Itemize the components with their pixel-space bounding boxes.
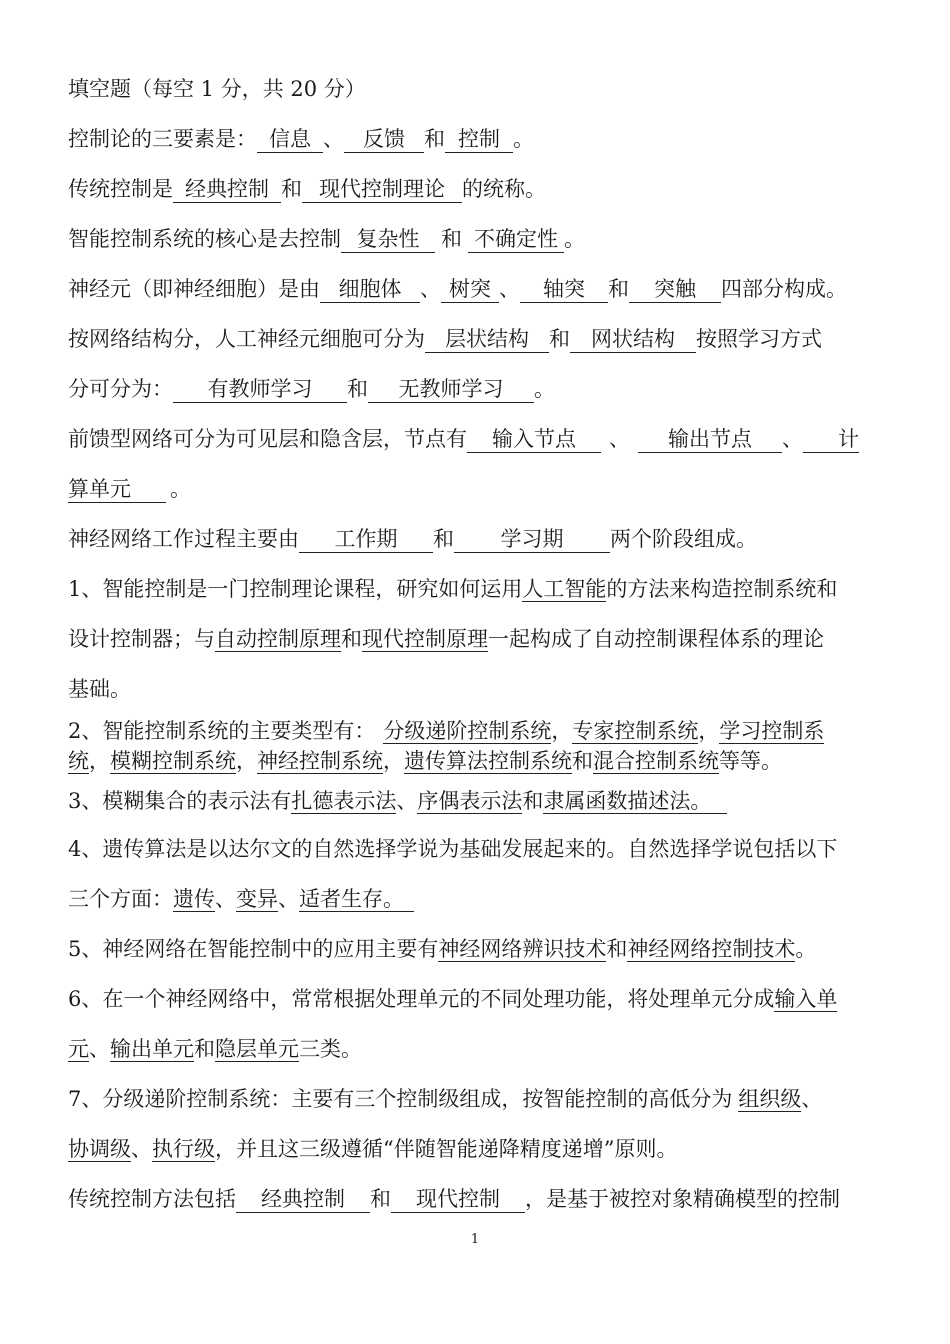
paragraph-6-line-1: 6、在一个神经网络中，常常根据处理单元的不同处理功能，将处理单元分成输入单 [68, 987, 838, 1011]
answer-blank: 信息 [257, 126, 323, 153]
answer-underline: 输出单元 [110, 1037, 194, 1061]
answer-underline: 人工智能 [522, 577, 607, 601]
answer-underline: 隶属函数描述法。 [543, 789, 727, 814]
question-1: 控制论的三要素是： 信息 、 反馈 和 控制 。 [68, 127, 534, 151]
answer-underline: 序偶表示法 [417, 789, 523, 813]
page-number: 1 [470, 1232, 480, 1247]
paragraph-7-line-1: 7、分级递阶控制系统：主要有三个控制级组成，按智能控制的高低分为 组织级、 [68, 1087, 823, 1111]
answer-blank: 经典控制 [173, 176, 281, 203]
answer-blank: 经典控制 [236, 1186, 370, 1213]
question-4: 神经元（即神经细胞）是由 细胞体 、 树突 、 轴突 和 突触 四部分构成。 [68, 277, 847, 301]
answer-blank: 反馈 [344, 126, 424, 153]
answer-blank: 不确定性 [468, 226, 564, 253]
answer-underline: 变异 [236, 887, 278, 911]
question-5-continued: 分可分为： 有教师学习 和 无教师学习 。 [68, 377, 555, 401]
answer-blank: 树突 [441, 276, 499, 303]
answer-underline: 混合控制系统 [593, 749, 719, 773]
answer-underline: 自动控制原理 [215, 627, 341, 651]
answer-underline: 神经网络辨识技术 [438, 937, 607, 961]
answer-blank: 现代控制理论 [302, 176, 462, 203]
paragraph-6-line-2: 元、输出单元和隐层单元三类。 [68, 1037, 362, 1061]
answer-blank: 学习期 [454, 526, 610, 553]
answer-underline: 专家控制系统 [572, 719, 699, 743]
paragraph-2-line-2: 统，模糊控制系统，神经控制系统，遗传算法控制系统和混合控制系统等等。 [68, 749, 782, 773]
paragraph-1-line-1: 1、智能控制是一门控制理论课程，研究如何运用人工智能的方法来构造控制系统和 [68, 577, 838, 601]
answer-underline: 分级递阶控制系统 [383, 719, 552, 743]
answer-underline: 执行级 [152, 1137, 215, 1161]
answer-blank: 输出节点 [638, 426, 782, 453]
answer-blank: 工作期 [299, 526, 433, 553]
paragraph-2-line-1: 2、智能控制系统的主要类型有： 分级递阶控制系统，专家控制系统，学习控制系 [68, 719, 825, 743]
paragraph-1-line-2: 设计控制器；与自动控制原理和现代控制原理一起构成了自动控制课程体系的理论 [68, 627, 824, 651]
answer-blank: 控制 [445, 126, 513, 153]
answer-underline: 适者生存。 [299, 887, 414, 912]
answer-underline: 神经网络控制技术 [627, 937, 796, 961]
question-3: 智能控制系统的核心是去控制 复杂性 和 不确定性 。 [68, 227, 585, 251]
answer-underline: 组织级 [738, 1087, 802, 1111]
answer-blank: 细胞体 [320, 276, 420, 303]
answer-blank: 无教师学习 [368, 376, 534, 403]
answer-underline: 模糊控制系统 [110, 749, 236, 773]
answer-blank: 算单元 [68, 476, 166, 503]
paragraph-4-line-2: 三个方面：遗传、变异、适者生存。 [68, 884, 898, 914]
paragraph-5: 5、神经网络在智能控制中的应用主要有神经网络辨识技术和神经网络控制技术。 [68, 937, 817, 961]
answer-blank: 有教师学习 [173, 376, 347, 403]
answer-underline: 遗传 [173, 887, 215, 911]
question-7: 神经网络工作过程主要由 工作期 和 学习期 两个阶段组成。 [68, 527, 757, 551]
answer-blank: 突触 [629, 276, 721, 303]
answer-underline: 协调级 [68, 1137, 131, 1161]
question-2: 传统控制是 经典控制 和 现代控制理论 的统称。 [68, 177, 546, 201]
question-6-continued: 算单元 。 [68, 477, 191, 501]
answer-underline: 元 [68, 1037, 89, 1061]
answer-blank: 复杂性 [341, 226, 435, 253]
answer-blank: 层状结构 [425, 326, 549, 353]
paragraph-7-line-2: 协调级、执行级，并且这三级遵循“伴随智能递降精度递增”原则。 [68, 1137, 678, 1161]
answer-underline: 学习控制系 [719, 719, 825, 743]
answer-underline: 隐层单元 [215, 1037, 299, 1061]
answer-underline: 现代控制原理 [362, 627, 488, 651]
answer-blank: 轴突 [520, 276, 608, 303]
paragraph-8: 传统控制方法包括 经典控制 和 现代控制 ，是基于被控对象精确模型的控制 [68, 1187, 840, 1211]
answer-blank: 现代控制 [391, 1186, 525, 1213]
question-6: 前馈型网络可分为可见层和隐含层，节点有 输入节点 、 输出节点 、 计 [68, 427, 859, 451]
answer-underline: 遗传算法控制系统 [404, 749, 572, 773]
answer-underline: 神经控制系统 [257, 749, 383, 773]
answer-underline: 输入单 [774, 987, 838, 1011]
answer-blank: 输入节点 [467, 426, 601, 453]
paragraph-4-line-1: 4、遗传算法是以达尔文的自然选择学说为基础发展起来的。自然选择学说包括以下 [68, 837, 838, 861]
question-5: 按网络结构分，人工神经元细胞可分为 层状结构 和 网状结构 按照学习方式 [68, 327, 822, 351]
section-header: 填空题（每空 1 分，共 20 分） [68, 77, 366, 101]
paragraph-3: 3、模糊集合的表示法有扎德表示法、序偶表示法和隶属函数描述法。 [68, 786, 898, 816]
answer-underline: 统 [68, 749, 89, 773]
answer-underline: 扎德表示法 [291, 789, 397, 813]
paragraph-1-line-3: 基础。 [68, 677, 131, 701]
answer-blank: 网状结构 [570, 326, 696, 353]
answer-blank: 计 [803, 426, 859, 453]
